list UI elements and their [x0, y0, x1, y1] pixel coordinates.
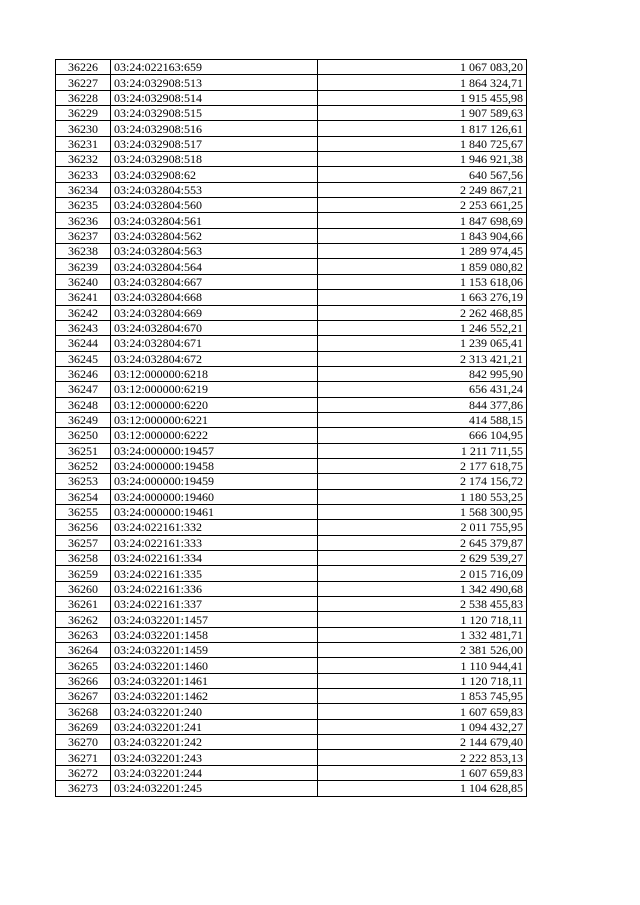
- cadastral-value-cell: 1 120 718,11: [318, 612, 527, 627]
- row-number-cell: 36259: [56, 566, 111, 581]
- table-row: [56, 397, 527, 412]
- row-number-cell: 36266: [56, 673, 111, 688]
- cadastral-number-cell: 03:24:022161:336: [111, 581, 318, 596]
- cadastral-number-cell: 03:24:032804:667: [111, 274, 318, 289]
- cadastral-value-cell: 1 067 083,20: [318, 60, 527, 75]
- table-row: [56, 320, 527, 335]
- row-number-cell: 36230: [56, 121, 111, 136]
- table-row: [56, 213, 527, 228]
- table-row: [56, 704, 527, 719]
- cadastral-value-cell: 2 177 618,75: [318, 458, 527, 473]
- table-row: [56, 412, 527, 427]
- cadastral-number-cell: 03:12:000000:6220: [111, 397, 318, 412]
- table-row: [56, 458, 527, 473]
- cadastral-number-cell: 03:24:032804:671: [111, 336, 318, 351]
- cadastral-number-cell: 03:24:032201:1458: [111, 627, 318, 642]
- table-row: [56, 136, 527, 151]
- cadastral-number-cell: 03:24:022161:337: [111, 597, 318, 612]
- cadastral-number-cell: 03:24:032804:672: [111, 351, 318, 366]
- cadastral-number-cell: 03:24:032804:562: [111, 228, 318, 243]
- cadastral-number-cell: 03:24:000000:19459: [111, 474, 318, 489]
- cadastral-value-cell: 1 104 628,85: [318, 781, 527, 796]
- cadastral-number-cell: 03:24:032201:244: [111, 765, 318, 780]
- row-number-cell: 36234: [56, 182, 111, 197]
- table-row: [56, 719, 527, 734]
- cadastral-value-cell: 1 663 276,19: [318, 290, 527, 305]
- cadastral-number-cell: 03:24:000000:19461: [111, 504, 318, 519]
- table-row: [56, 428, 527, 443]
- row-number-cell: 36235: [56, 198, 111, 213]
- cadastral-value-cell: 1 568 300,95: [318, 504, 527, 519]
- row-number-cell: 36249: [56, 412, 111, 427]
- cadastral-value-cell: 2 222 853,13: [318, 750, 527, 765]
- cadastral-value-cell: 1 915 455,98: [318, 90, 527, 105]
- cadastral-number-cell: 03:24:032201:1461: [111, 673, 318, 688]
- cadastral-number-cell: 03:24:032804:669: [111, 305, 318, 320]
- row-number-cell: 36273: [56, 781, 111, 796]
- row-number-cell: 36232: [56, 152, 111, 167]
- cadastral-value-cell: 666 104,95: [318, 428, 527, 443]
- table-row: [56, 551, 527, 566]
- cadastral-number-cell: 03:24:032908:517: [111, 136, 318, 151]
- cadastral-value-cell: 1 607 659,83: [318, 704, 527, 719]
- table-row: [56, 750, 527, 765]
- cadastral-value-cell: 1 843 904,66: [318, 228, 527, 243]
- cadastral-value-cell: 1 853 745,95: [318, 689, 527, 704]
- table-row: [56, 198, 527, 213]
- cadastral-number-cell: 03:24:032201:245: [111, 781, 318, 796]
- cadastral-number-cell: 03:24:022161:332: [111, 520, 318, 535]
- table-row: [56, 382, 527, 397]
- cadastral-value-cell: 1 246 552,21: [318, 320, 527, 335]
- cadastral-value-cell: 1 817 126,61: [318, 121, 527, 136]
- cadastral-value-cell: 1 211 711,55: [318, 443, 527, 458]
- row-number-cell: 36242: [56, 305, 111, 320]
- table-row: [56, 443, 527, 458]
- table-row: [56, 366, 527, 381]
- table-row: [56, 735, 527, 750]
- cadastral-number-cell: 03:24:000000:19457: [111, 443, 318, 458]
- cadastral-value-cell: 1 110 944,41: [318, 658, 527, 673]
- cadastral-value-cell: 1 847 698,69: [318, 213, 527, 228]
- cadastral-value-table: [55, 59, 527, 797]
- cadastral-number-cell: 03:24:032201:240: [111, 704, 318, 719]
- table-row: [56, 121, 527, 136]
- table-row: [56, 351, 527, 366]
- cadastral-value-cell: 1 332 481,71: [318, 627, 527, 642]
- row-number-cell: 36231: [56, 136, 111, 151]
- cadastral-value-cell: 656 431,24: [318, 382, 527, 397]
- table-row: [56, 689, 527, 704]
- row-number-cell: 36237: [56, 228, 111, 243]
- cadastral-value-cell: 2 313 421,21: [318, 351, 527, 366]
- cadastral-number-cell: 03:24:032201:241: [111, 719, 318, 734]
- table-row: [56, 90, 527, 105]
- cadastral-number-cell: 03:24:032804:553: [111, 182, 318, 197]
- cadastral-value-cell: 1 859 080,82: [318, 259, 527, 274]
- table-row: [56, 336, 527, 351]
- row-number-cell: 36247: [56, 382, 111, 397]
- cadastral-number-cell: 03:24:022163:659: [111, 60, 318, 75]
- table-row: [56, 305, 527, 320]
- table-row: [56, 520, 527, 535]
- cadastral-value-cell: 640 567,56: [318, 167, 527, 182]
- row-number-cell: 36236: [56, 213, 111, 228]
- cadastral-number-cell: 03:24:000000:19460: [111, 489, 318, 504]
- cadastral-value-cell: 2 144 679,40: [318, 735, 527, 750]
- cadastral-number-cell: 03:24:032908:515: [111, 106, 318, 121]
- cadastral-number-cell: 03:24:032804:670: [111, 320, 318, 335]
- cadastral-number-cell: 03:24:032908:518: [111, 152, 318, 167]
- cadastral-number-cell: 03:24:032804:561: [111, 213, 318, 228]
- cadastral-value-cell: 1 239 065,41: [318, 336, 527, 351]
- cadastral-number-cell: 03:24:032804:564: [111, 259, 318, 274]
- row-number-cell: 36226: [56, 60, 111, 75]
- table-row: [56, 167, 527, 182]
- row-number-cell: 36227: [56, 75, 111, 90]
- cadastral-number-cell: 03:24:032908:513: [111, 75, 318, 90]
- cadastral-value-cell: 2 381 526,00: [318, 643, 527, 658]
- table-row: [56, 781, 527, 796]
- cadastral-value-cell: 2 538 455,83: [318, 597, 527, 612]
- table-row: [56, 75, 527, 90]
- row-number-cell: 36244: [56, 336, 111, 351]
- row-number-cell: 36257: [56, 535, 111, 550]
- row-number-cell: 36240: [56, 274, 111, 289]
- cadastral-value-cell: 842 995,90: [318, 366, 527, 381]
- row-number-cell: 36262: [56, 612, 111, 627]
- table-row: [56, 60, 527, 75]
- cadastral-number-cell: 03:24:032908:514: [111, 90, 318, 105]
- row-number-cell: 36268: [56, 704, 111, 719]
- cadastral-number-cell: 03:24:032201:1459: [111, 643, 318, 658]
- cadastral-value-cell: 1 289 974,45: [318, 244, 527, 259]
- table-row: [56, 244, 527, 259]
- row-number-cell: 36269: [56, 719, 111, 734]
- table-row: [56, 274, 527, 289]
- cadastral-value-cell: 1 153 618,06: [318, 274, 527, 289]
- cadastral-value-cell: 2 011 755,95: [318, 520, 527, 535]
- cadastral-number-cell: 03:12:000000:6219: [111, 382, 318, 397]
- cadastral-value-cell: 2 015 716,09: [318, 566, 527, 581]
- cadastral-number-cell: 03:24:032908:516: [111, 121, 318, 136]
- cadastral-number-cell: 03:24:032201:1460: [111, 658, 318, 673]
- row-number-cell: 36263: [56, 627, 111, 642]
- cadastral-value-cell: 1 094 432,27: [318, 719, 527, 734]
- cadastral-number-cell: 03:24:032804:560: [111, 198, 318, 213]
- cadastral-value-cell: 1 907 589,63: [318, 106, 527, 121]
- row-number-cell: 36258: [56, 551, 111, 566]
- row-number-cell: 36241: [56, 290, 111, 305]
- cadastral-number-cell: 03:24:032201:242: [111, 735, 318, 750]
- cadastral-value-cell: 1 607 659,83: [318, 765, 527, 780]
- cadastral-number-cell: 03:24:032201:1457: [111, 612, 318, 627]
- table-row: [56, 658, 527, 673]
- cadastral-value-cell: 844 377,86: [318, 397, 527, 412]
- cadastral-value-cell: 1 342 490,68: [318, 581, 527, 596]
- row-number-cell: 36256: [56, 520, 111, 535]
- row-number-cell: 36250: [56, 428, 111, 443]
- row-number-cell: 36245: [56, 351, 111, 366]
- table-row: [56, 106, 527, 121]
- cadastral-number-cell: 03:24:032201:243: [111, 750, 318, 765]
- cadastral-number-cell: 03:24:032908:62: [111, 167, 318, 182]
- row-number-cell: 36243: [56, 320, 111, 335]
- cadastral-number-cell: 03:24:022161:334: [111, 551, 318, 566]
- row-number-cell: 36248: [56, 397, 111, 412]
- table-row: [56, 504, 527, 519]
- cadastral-value-cell: 2 174 156,72: [318, 474, 527, 489]
- cadastral-value-cell: 414 588,15: [318, 412, 527, 427]
- row-number-cell: 36252: [56, 458, 111, 473]
- cadastral-number-cell: 03:24:022161:335: [111, 566, 318, 581]
- table-row: [56, 489, 527, 504]
- row-number-cell: 36229: [56, 106, 111, 121]
- table-row: [56, 673, 527, 688]
- cadastral-number-cell: 03:12:000000:6222: [111, 428, 318, 443]
- row-number-cell: 36238: [56, 244, 111, 259]
- row-number-cell: 36261: [56, 597, 111, 612]
- row-number-cell: 36251: [56, 443, 111, 458]
- cadastral-value-cell: 2 645 379,87: [318, 535, 527, 550]
- cadastral-value-cell: 2 262 468,85: [318, 305, 527, 320]
- table-row: [56, 566, 527, 581]
- row-number-cell: 36265: [56, 658, 111, 673]
- table-row: [56, 581, 527, 596]
- row-number-cell: 36264: [56, 643, 111, 658]
- table-row: [56, 535, 527, 550]
- cadastral-value-cell: 1 840 725,67: [318, 136, 527, 151]
- table-row: [56, 228, 527, 243]
- table-row: [56, 597, 527, 612]
- table-row: [56, 474, 527, 489]
- table-row: [56, 259, 527, 274]
- table-row: [56, 290, 527, 305]
- table-row: [56, 627, 527, 642]
- cadastral-number-cell: 03:24:032804:668: [111, 290, 318, 305]
- row-number-cell: 36228: [56, 90, 111, 105]
- row-number-cell: 36233: [56, 167, 111, 182]
- cadastral-value-cell: 1 120 718,11: [318, 673, 527, 688]
- table-row: [56, 643, 527, 658]
- cadastral-number-cell: 03:12:000000:6218: [111, 366, 318, 381]
- row-number-cell: 36239: [56, 259, 111, 274]
- row-number-cell: 36272: [56, 765, 111, 780]
- table-row: [56, 765, 527, 780]
- table-row: [56, 152, 527, 167]
- table-body: [56, 60, 527, 797]
- row-number-cell: 36254: [56, 489, 111, 504]
- row-number-cell: 36267: [56, 689, 111, 704]
- row-number-cell: 36255: [56, 504, 111, 519]
- cadastral-number-cell: 03:24:032804:563: [111, 244, 318, 259]
- row-number-cell: 36246: [56, 366, 111, 381]
- row-number-cell: 36253: [56, 474, 111, 489]
- cadastral-value-cell: 2 629 539,27: [318, 551, 527, 566]
- cadastral-number-cell: 03:24:000000:19458: [111, 458, 318, 473]
- cadastral-value-cell: 2 253 661,25: [318, 198, 527, 213]
- cadastral-number-cell: 03:24:032201:1462: [111, 689, 318, 704]
- cadastral-value-cell: 2 249 867,21: [318, 182, 527, 197]
- row-number-cell: 36270: [56, 735, 111, 750]
- cadastral-number-cell: 03:12:000000:6221: [111, 412, 318, 427]
- table-row: [56, 612, 527, 627]
- table-row: [56, 182, 527, 197]
- cadastral-value-cell: 1 180 553,25: [318, 489, 527, 504]
- row-number-cell: 36271: [56, 750, 111, 765]
- row-number-cell: 36260: [56, 581, 111, 596]
- cadastral-value-cell: 1 946 921,38: [318, 152, 527, 167]
- cadastral-value-cell: 1 864 324,71: [318, 75, 527, 90]
- cadastral-number-cell: 03:24:022161:333: [111, 535, 318, 550]
